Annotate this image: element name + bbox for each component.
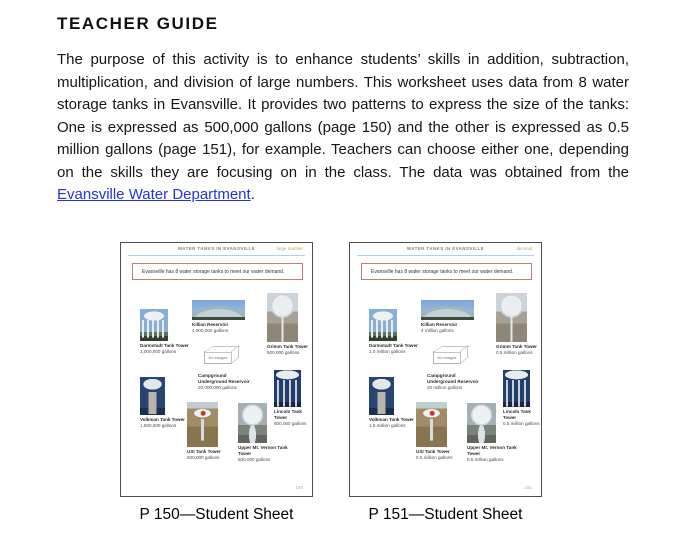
info-banner: Evansville has 8 water storage tanks to meet our water demand. — [361, 263, 532, 280]
tank-amount: 1,000,000 gallons — [140, 349, 177, 354]
sheet-caption-151: P 151—Student Sheet — [368, 506, 523, 523]
tank-item-grimm — [267, 293, 312, 356]
tank-item-lincoln — [274, 370, 313, 427]
tank-name: Volkman Tank Tower — [369, 417, 414, 422]
tank-name: Killian Reservoir — [192, 322, 229, 327]
tank-item-killian — [421, 300, 479, 334]
usi-tank-photo — [416, 402, 447, 447]
tank-amount: 500,000 gallons — [267, 350, 300, 355]
sheet-caption-150: P 150—Student Sheet — [139, 506, 294, 523]
no-image-label: No images — [208, 354, 228, 360]
tank-amount: 0.5 million gallons — [467, 457, 504, 462]
usi-tank-photo — [187, 402, 218, 447]
intro-text-after-link: . — [250, 186, 255, 203]
page-number: 151 — [524, 485, 532, 490]
tank-name: Grimm Tank Tower — [496, 344, 537, 349]
tank-amount: 20,000,000 gallons — [198, 385, 237, 390]
tank-name: Killian Reservoir — [421, 322, 458, 327]
tank-name: Darmstadt Tank Tower — [140, 343, 189, 348]
tank-amount: 0.5 million gallons — [503, 421, 540, 426]
killian-reservoir-photo — [421, 300, 474, 320]
mtvernon-tank-photo — [238, 403, 267, 443]
page-number: 150 — [295, 485, 303, 490]
tank-item-darmstadt — [369, 309, 427, 355]
worksheet-preview-151 — [349, 242, 542, 524]
volkman-tank-photo — [369, 377, 394, 415]
tank-amount: 0.5 million gallons — [496, 350, 533, 355]
tank-name: Darmstadt Tank Tower — [369, 343, 418, 348]
no-image-box-icon — [204, 351, 232, 364]
tank-amount: 0.5 million gallons — [416, 455, 453, 460]
tank-name: USI Tank Tower — [187, 449, 221, 454]
sheet-header-title: WATER TANKS IN EVANSVILLE — [177, 246, 256, 251]
tank-amount: 1.5 million gallons — [369, 423, 406, 428]
tank-name: Lincoln Tank Tower — [274, 409, 302, 420]
tank-item-campground — [198, 343, 256, 391]
tank-name: USI Tank Tower — [416, 449, 450, 454]
tank-amount: 4 million gallons — [421, 328, 454, 333]
sheet-header-tag: large number — [276, 246, 303, 251]
tank-name: Volkman Tank Tower — [140, 417, 185, 422]
tank-amount: 500,000 gallons — [238, 457, 271, 462]
sheet-header-title: WATER TANKS IN EVANSVILLE — [406, 246, 485, 251]
mtvernon-tank-photo — [467, 403, 496, 443]
lincoln-tank-photo — [503, 370, 530, 407]
intro-text-before-link: The purpose of this activity is to enhance students’ skills in addition, subtraction, multiplication, and division of large numbers. This worksheet uses data from 8 water storage tanks in Evansville. It provides two patterns to express the size of the tanks: One is expressed as 500,000 gallons (page 150) and the other is expressed as 0.5 million gallons (page 151), for example. Teachers can choose either one, depending on the skills they are focusing on in the class. The data was obtained from the — [57, 51, 629, 181]
lincoln-tank-photo — [274, 370, 301, 407]
volkman-tank-photo — [140, 377, 165, 415]
worksheet-thumbnail-151 — [349, 242, 542, 497]
sheet-header-tag: decimal — [516, 246, 532, 251]
worksheet-preview-150 — [120, 242, 313, 524]
tank-item-campground — [427, 343, 485, 391]
tank-name: Grimm Tank Tower — [267, 344, 308, 349]
darmstadt-tank-photo — [140, 309, 168, 341]
intro-paragraph — [57, 49, 629, 207]
water-department-link[interactable]: Evansville Water Department — [57, 186, 251, 203]
tank-item-usi — [187, 402, 239, 461]
no-image-label: No images — [437, 354, 457, 360]
tank-name: Lincoln Tank Tower — [503, 409, 531, 420]
tank-amount: 500,000 gallons — [274, 421, 307, 426]
no-image-box-icon — [433, 351, 461, 364]
killian-reservoir-photo — [192, 300, 245, 320]
info-banner: Evansville has 8 water storage tanks to meet our water demand. — [132, 263, 303, 280]
page-title: TEACHER GUIDE — [57, 14, 219, 33]
tank-amount: 1,500,000 gallons — [140, 423, 177, 428]
grimm-tank-photo — [496, 293, 527, 342]
tank-name: Upper Mt. Vernon Tank Tower — [238, 445, 288, 456]
tank-item-darmstadt — [140, 309, 198, 355]
tank-item-volkman — [369, 377, 423, 429]
tank-amount: 4,000,000 gallons — [192, 328, 229, 333]
tank-amount: 500,000 gallons — [187, 455, 220, 460]
tank-name: Campground Underground Reservoir — [427, 373, 479, 384]
header-rule — [357, 255, 534, 256]
worksheet-previews — [120, 242, 542, 524]
tank-name: Upper Mt. Vernon Tank Tower — [467, 445, 517, 456]
tank-name: Campground Underground Reservoir — [198, 373, 250, 384]
tank-amount: 1.0 million gallons — [369, 349, 406, 354]
tank-item-usi — [416, 402, 468, 461]
tank-item-grimm — [496, 293, 541, 356]
worksheet-thumbnail-150 — [120, 242, 313, 497]
grimm-tank-photo — [267, 293, 298, 342]
tank-item-volkman — [140, 377, 194, 429]
header-rule — [128, 255, 305, 256]
tank-amount: 20 million gallons — [427, 385, 463, 390]
tank-item-lincoln — [503, 370, 542, 427]
darmstadt-tank-photo — [369, 309, 397, 341]
tank-item-killian — [192, 300, 250, 334]
